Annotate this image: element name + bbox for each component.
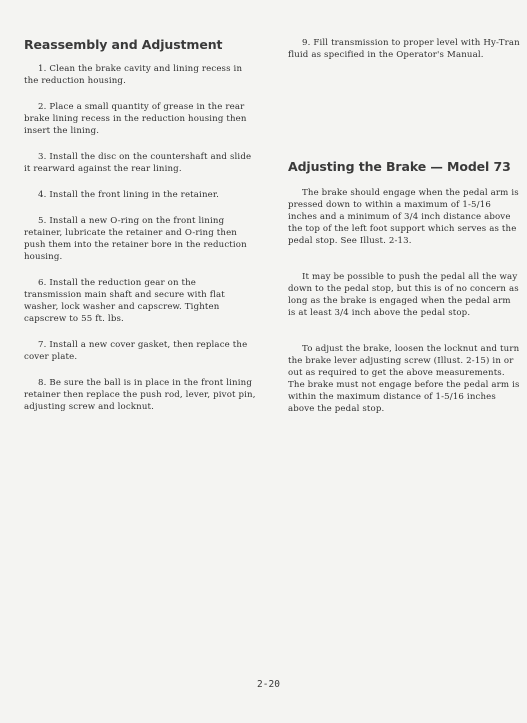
step-5: 5. Install a new O-ring on the front lining retainer, lubricate the retainer and O-ring then push them into the retainer bore in the reduction housing. <box>24 216 247 262</box>
step-8: 8. Be sure the ball is in place in the front lining retainer then replace the push rod, lever, pivot pin, adjusting screw and locknut. <box>24 378 256 412</box>
step-4: 4. Install the front lining in the retainer. <box>38 190 220 200</box>
step-1: 1. Clean the brake cavity and lining recess in the reduction housing. <box>24 64 243 86</box>
left-column <box>24 37 256 427</box>
pedal-stop-paragraph: It may be possible to push the pedal all the way down to the pedal stop, but this is of no concern as long as the brake is engaged when the pedal arm is at least 3/4 inch above the pedal stop. <box>288 272 519 318</box>
adjust-brake-paragraph: To adjust the brake, loosen the locknut and turn the brake lever adjusting screw (Illust. 2-15) in or out as required to get the above measurements. The brake must not engage before the pedal arm is within the maximum distance of 1-5/16 inches above the pedal stop. <box>288 344 520 414</box>
section-heading-adjusting-brake: Adjusting the Brake — Model 73 <box>288 159 511 174</box>
step-6: 6. Install the reduction gear on the transmission main shaft and secure with flat washer, lock washer and capscrew. Tighten capscrew to 55 ft. lbs. <box>24 278 225 324</box>
right-column <box>288 37 520 439</box>
page-number: 2-20 <box>257 679 280 690</box>
step-7: 7. Install a new cover gasket, then replace the cover plate. <box>24 340 248 362</box>
section-heading-reassembly: Reassembly and Adjustment <box>24 37 223 52</box>
step-2: 2. Place a small quantity of grease in the rear brake lining recess in the reduction housing then insert the lining. <box>24 102 247 136</box>
brake-engage-paragraph: The brake should engage when the pedal arm is pressed down to within a maximum of 1-5/16 inches and a minimum of 3/4 inch distance above the top of the left foot support which serves as the pedal stop. See Illust. 2-13. <box>288 188 519 246</box>
step-9: 9. Fill transmission to proper level with Hy-Tran fluid as specified in the Operator's Manual. <box>288 38 520 60</box>
step-3: 3. Install the disc on the countershaft and slide it rearward against the rear lining. <box>24 152 252 174</box>
